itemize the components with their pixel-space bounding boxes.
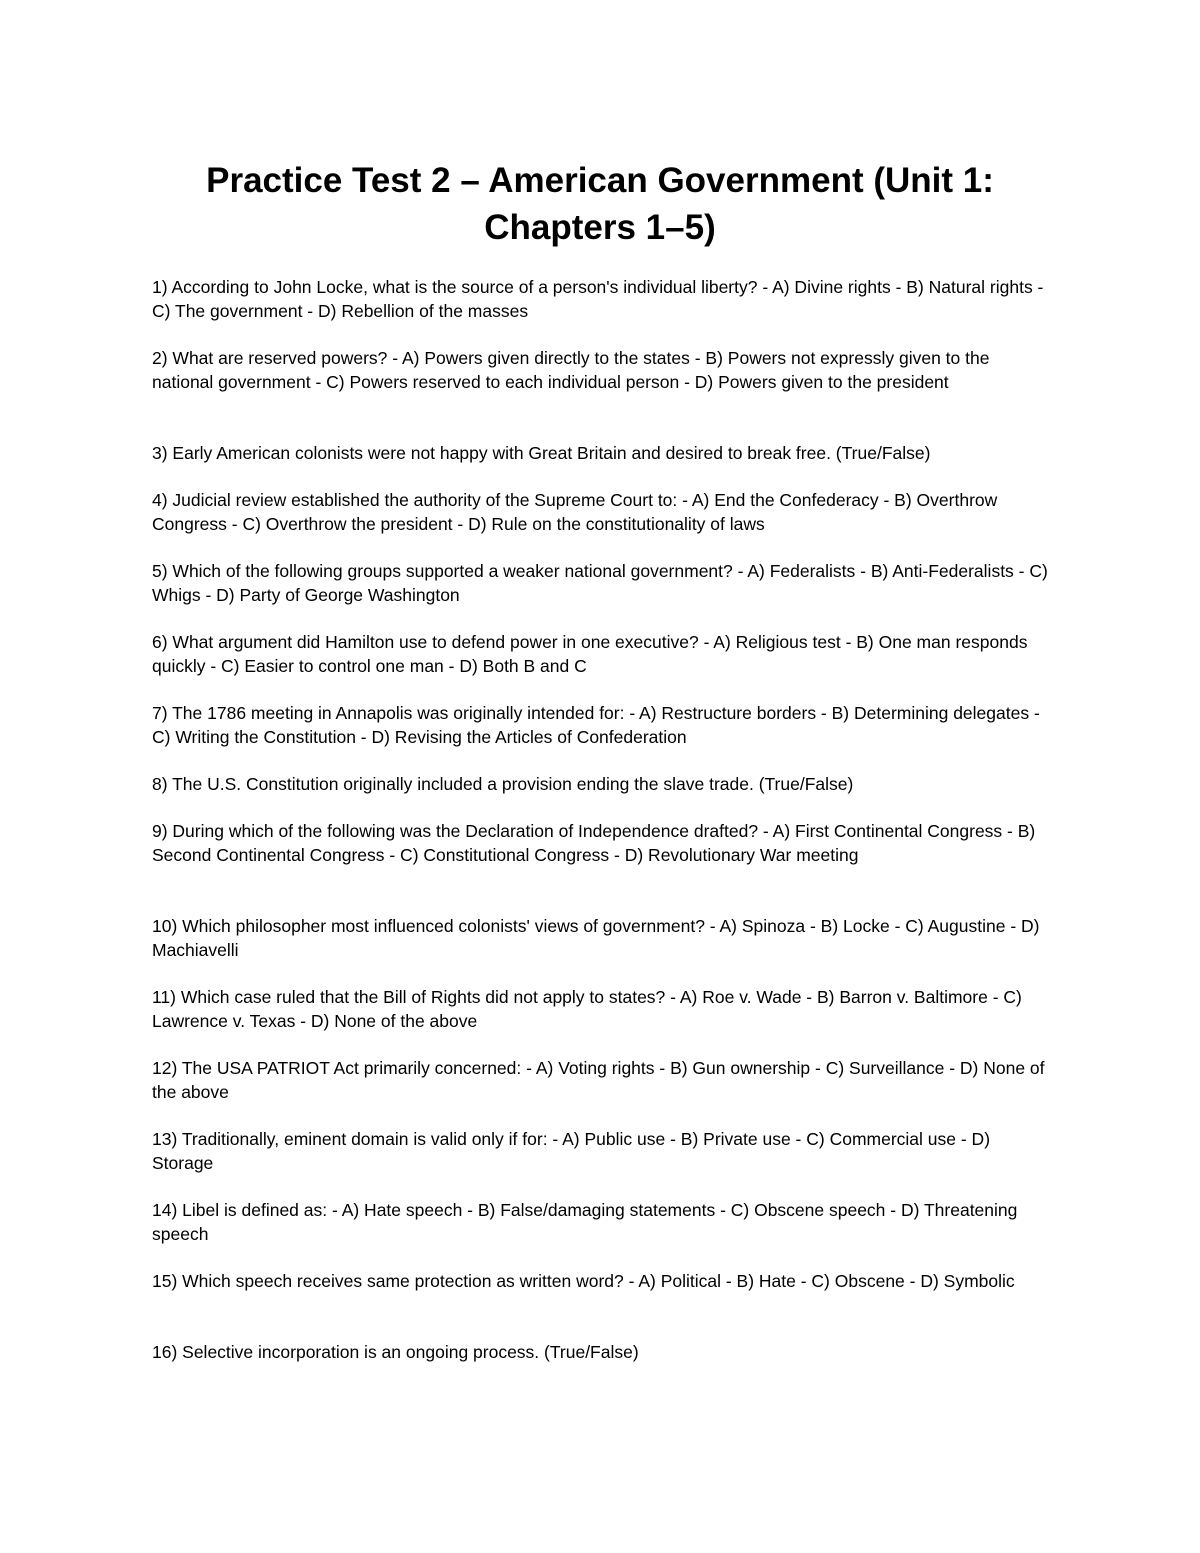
question-1: 1) According to John Locke, what is the source of a person's individual liberty? - A) Divine rights - B) Natural rights - C) The government - D) Rebellion of the masses <box>152 277 1044 321</box>
question-6: 6) What argument did Hamilton use to defend power in one executive? - A) Religious test - B) One man responds quickly - C) Easier to control one man - D) Both B and C <box>152 631 1028 676</box>
question-16: 16) Selective incorporation is an ongoing process. (True/False) <box>152 1341 639 1362</box>
question-14: 14) Libel is defined as: - A) Hate speech - B) False/damaging statements - C) Obscene speech - D) Threatening speech <box>152 1199 1018 1244</box>
question-2: 2) What are reserved powers? - A) Powers given directly to the states - B) Powers not expressly given to the national government - C) Powers reserved to each individual person - D) Powers given to the president <box>152 348 990 392</box>
question-15: 15) Which speech receives same protection as written word? - A) Political - B) Hate - C) Obscene - D) Symbolic <box>152 1270 1015 1291</box>
question-list <box>152 276 1052 1365</box>
question-9: 9) During which of the following was the Declaration of Independence drafted? - A) First Continental Congress - B) Second Continental Congress - C) Constitutional Congress - D) Revolutionary War meeting <box>152 821 1036 865</box>
question-3: 3) Early American colonists were not happy with Great Britain and desired to break free. (True/False) <box>152 442 931 463</box>
question-5: 5) Which of the following groups supported a weaker national government? - A) Federalists - B) Anti-Federalists - C) Whigs - D) Party of George Washington <box>152 560 1048 605</box>
question-8: 8) The U.S. Constitution originally included a provision ending the slave trade. (True/False) <box>152 773 854 794</box>
question-7: 7) The 1786 meeting in Annapolis was originally intended for: - A) Restructure borders - B) Determining delegates - C) Writing the Constitution - D) Revising the Articles of Confederation <box>152 702 1040 747</box>
question-11: 11) Which case ruled that the Bill of Rights did not apply to states? - A) Roe v. Wade - B) Barron v. Baltimore - C) Lawrence v. Texas - D) None of the above <box>152 986 1022 1031</box>
question-12: 12) The USA PATRIOT Act primarily concerned: - A) Voting rights - B) Gun ownership - C) Surveillance - D) None of the above <box>152 1057 1045 1102</box>
question-4: 4) Judicial review established the authority of the Supreme Court to: - A) End the Confederacy - B) Overthrow Congress - C) Overthrow the president - D) Rule on the constitutionality of laws <box>152 489 998 534</box>
question-13: 13) Traditionally, eminent domain is valid only if for: - A) Public use - B) Private use - C) Commercial use - D) Storage <box>152 1128 991 1173</box>
question-10: 10) Which philosopher most influenced colonists' views of government? - A) Spinoza - B) Locke - C) Augustine - D) Machiavelli <box>152 915 1040 960</box>
document-title: Practice Test 2 – American Government (Unit 1: Chapters 1–5) <box>206 161 994 247</box>
